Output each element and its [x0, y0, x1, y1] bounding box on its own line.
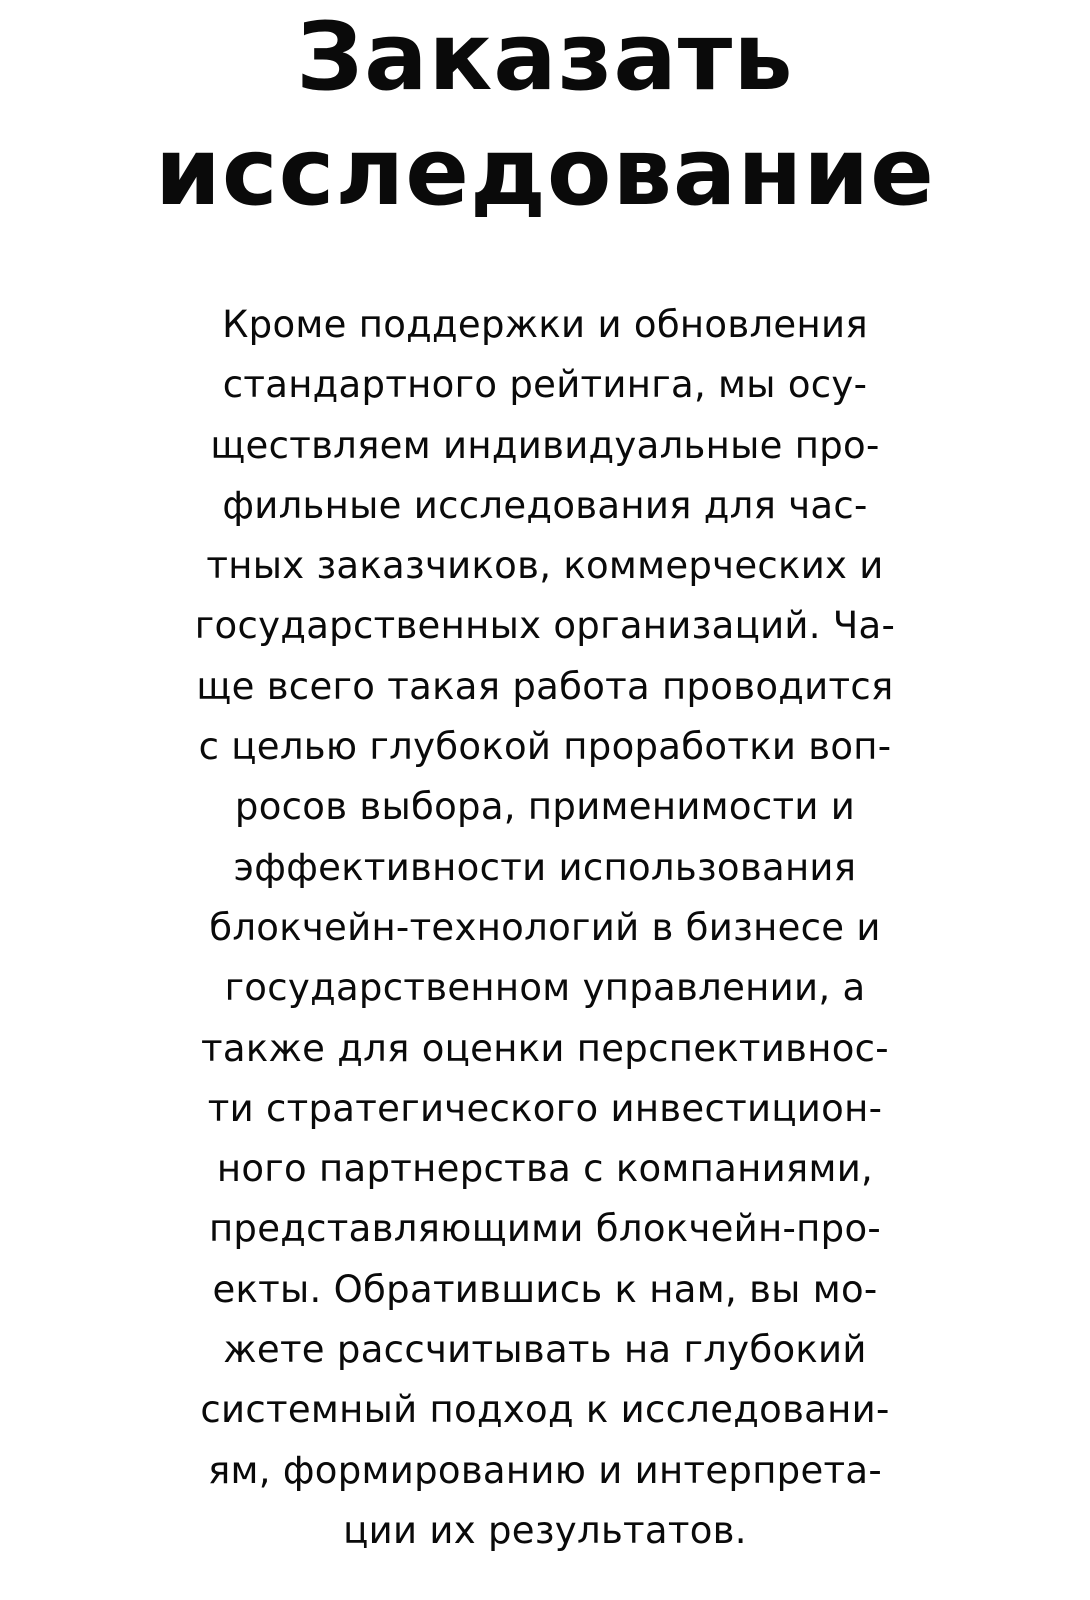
- paragraph-line: росов выбора, применимости и: [234, 785, 856, 829]
- paragraph-line: фильные исследования для час-: [222, 483, 868, 527]
- paragraph-line: блокчейн-технологий в бизнесе и: [209, 905, 881, 949]
- page-title-line: Заказать: [296, 3, 794, 112]
- paragraph-line: ти стратегического инвестицион-: [207, 1086, 883, 1130]
- paragraph-line: эффективности использования: [233, 845, 857, 889]
- paragraph-line: жете рассчитывать на глубокий: [223, 1328, 867, 1372]
- paragraph-line: ного партнерства с компаниями,: [216, 1147, 874, 1191]
- paragraph-line: также для оценки перспективнос-: [201, 1026, 889, 1070]
- paragraph-line: ции их результатов.: [343, 1508, 747, 1552]
- paragraph-line: государственном управлении, а: [224, 966, 866, 1010]
- paragraph-line: екты. Обратившись к нам, вы мо-: [212, 1267, 878, 1311]
- paragraph-line: государственных организаций. Ча-: [194, 604, 896, 648]
- paragraph-line: ще всего такая работа проводится: [196, 664, 894, 708]
- description-paragraph: [0, 295, 1090, 1561]
- paragraph-line: Кроме поддержки и обновления: [222, 303, 868, 346]
- paragraph-line: системный подход к исследовани-: [200, 1388, 890, 1432]
- paragraph-line: ям, формированию и интерпрета-: [207, 1448, 883, 1492]
- page-title-line: исследование: [155, 118, 935, 227]
- paragraph-line: представляющими блокчейн-про-: [208, 1207, 882, 1251]
- page-title: [0, 0, 1090, 230]
- paragraph-line: стандартного рейтинга, мы осу-: [222, 363, 868, 407]
- paragraph-line: тных заказчиков, коммерческих и: [206, 544, 884, 588]
- paragraph-line: с целью глубокой проработки воп-: [198, 725, 892, 769]
- paragraph-line: ществляем индивидуальные про-: [210, 423, 880, 467]
